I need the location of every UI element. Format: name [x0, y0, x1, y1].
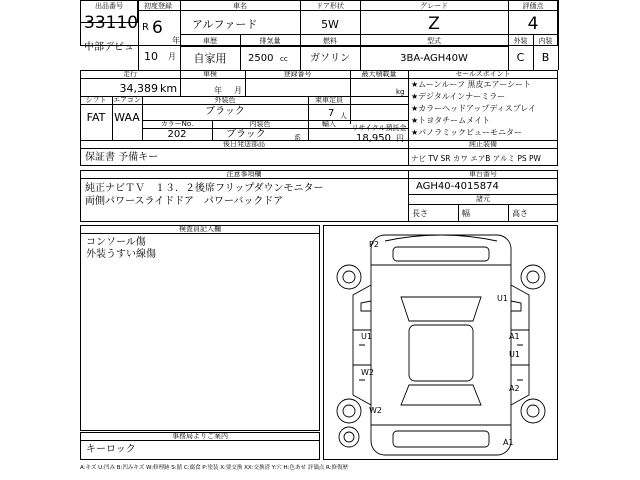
- month-unit: 月: [168, 52, 176, 61]
- exterior-color: ブラック: [205, 106, 245, 117]
- wheel-rear-right: [521, 399, 545, 423]
- damage-mark-u1-left: U1: [361, 332, 372, 341]
- car-outline: [371, 235, 511, 455]
- year-unit: 年: [172, 36, 180, 45]
- exterior-label: 外装: [513, 37, 528, 45]
- grade: Z: [428, 14, 440, 34]
- score: 4: [527, 14, 539, 34]
- height-label: 高さ: [512, 209, 528, 218]
- fuel-label: 燃料: [323, 37, 337, 45]
- interior-label: 内装: [538, 37, 553, 45]
- damage-mark-a1-rear: A1: [503, 438, 514, 447]
- damage-mark-p2: P2: [369, 240, 379, 249]
- grade-label: グレード: [420, 2, 448, 10]
- notes-line-1: 純正ナビＴＶ １３．２後席フリップダウンモニター: [85, 183, 324, 194]
- import-label: 輸入: [322, 120, 336, 128]
- equipment: ナビ TV SR カワ エアB アルミ PS PW: [411, 154, 541, 163]
- color-label: 外装色: [214, 96, 236, 104]
- windshield: [401, 297, 481, 321]
- damage-mark-u1-right: U1: [509, 350, 520, 359]
- office-label: 事務局よりご案内: [172, 432, 228, 440]
- mileage-label: 走行: [123, 70, 137, 78]
- chassis-label: 車台番号: [469, 170, 497, 178]
- damage-mark-w2-rear-left: W2: [369, 406, 382, 415]
- reg-no-label: 登録番号: [283, 70, 312, 78]
- exterior-grade: C: [516, 51, 525, 64]
- shift: FAT: [86, 111, 106, 124]
- lot-label: 出品番号: [95, 2, 123, 10]
- inspection-year-unit: 年: [214, 86, 222, 95]
- sales-label: セールスポイント: [455, 70, 511, 78]
- debut-text: 中部デビュ: [84, 42, 134, 53]
- first-reg-month: 10: [144, 50, 158, 63]
- wheel-rear-left: [337, 399, 361, 423]
- legend: A:キズ U:凹み B:凹みキズ W:修理跡 S:錆 C:腐食 P:塗装 X:要交換 XX:交換済 Y:穴 H:色あせ 評価点 R:修復歴: [80, 465, 348, 471]
- damage-mark-a2-right: A2: [509, 384, 520, 393]
- wheel-front-left: [337, 265, 361, 289]
- interior-color-suffix: 系: [294, 134, 301, 142]
- sales-points: [411, 79, 536, 139]
- interior-grade: B: [541, 51, 550, 64]
- displacement: 2500: [248, 53, 274, 64]
- yen-unit: 円: [396, 134, 404, 143]
- mileage: 34,389: [119, 82, 158, 95]
- wheel-front-right: [521, 265, 545, 289]
- sales-point: ★ムーンルーフ 黒皮エアーシート: [411, 80, 532, 89]
- seats: 7: [328, 108, 335, 119]
- lot-number: 33110: [84, 13, 139, 33]
- recycle-label: リサイクル預託金: [351, 124, 407, 132]
- interior-color: ブラック: [226, 129, 266, 140]
- trunk-outline: [393, 431, 489, 447]
- roof-outline: [409, 325, 473, 381]
- sales-point: ★トヨタチームメイト: [411, 116, 491, 125]
- car-name-label: 車名: [233, 2, 247, 10]
- inspection-label: 車検: [203, 70, 217, 78]
- usage-label: 車歴: [203, 37, 217, 45]
- equipment-label: 純正装備: [469, 140, 497, 148]
- office-note: キーロック: [86, 444, 136, 455]
- rear-glass: [401, 385, 481, 405]
- door-label: ドア形状: [316, 2, 344, 10]
- era-year: 6: [152, 18, 163, 38]
- model-label: 型式: [427, 37, 441, 45]
- sales-point: ★パノラミックビューモニター: [411, 128, 523, 137]
- chassis-number: AGH40-4015874: [416, 181, 499, 192]
- damage-mark-u1-front-right: U1: [497, 294, 508, 303]
- damage-mark-a1-right: A1: [509, 332, 520, 341]
- aircon: WAA: [114, 111, 140, 124]
- spare-tire: [339, 427, 359, 447]
- inspector-line-2: 外装うすい線傷: [86, 249, 156, 260]
- sales-point: ★カラーヘッドアップディスプレイ: [411, 104, 537, 113]
- hood-outline: [393, 247, 489, 261]
- km-unit: km: [160, 82, 178, 95]
- score-label: 評価点: [522, 2, 544, 10]
- cc-unit: cc: [280, 55, 288, 63]
- shift-label: シフト: [85, 96, 107, 104]
- color-no: 202: [167, 129, 187, 140]
- interior-color-label: 内装色: [249, 120, 271, 128]
- modification-label: 諸元: [476, 195, 490, 203]
- displacement-label: 排気量: [259, 37, 281, 45]
- color-no-label: カラーNo.: [160, 120, 194, 128]
- era: R: [142, 22, 149, 33]
- recycle-fee: 18,950: [356, 133, 391, 144]
- fuel: ガソリン: [310, 53, 350, 64]
- seats-label: 乗車定員: [315, 96, 343, 104]
- width-label: 幅: [462, 209, 470, 218]
- first-reg-label: 初度登録: [144, 2, 172, 10]
- inspector-label: 検査員記入欄: [179, 225, 221, 233]
- door-type: 5W: [321, 18, 339, 31]
- car-name: アルファード: [192, 18, 258, 31]
- model-code: 3BA-AGH40W: [400, 53, 468, 64]
- notes-label: 注意事項欄: [226, 170, 262, 178]
- sales-point: ★デジタルインナーミラー: [411, 92, 506, 101]
- car-diagram: [323, 225, 558, 460]
- aircon-label: エアコン: [113, 96, 141, 104]
- kg-unit: kg: [396, 88, 405, 96]
- damage-mark-w2-left: W2: [361, 368, 374, 377]
- inspector-line-1: コンソール傷: [86, 237, 146, 248]
- seats-unit: 人: [340, 112, 347, 120]
- later-docs: 保証書 予備キー: [85, 152, 159, 163]
- length-label: 長さ: [412, 209, 428, 218]
- notes-line-2: 両側パワースライドドア パワーバックドア: [85, 196, 284, 207]
- later-docs-label: 後日発送部品: [223, 140, 265, 148]
- capacity-label: 最大積載量: [361, 70, 397, 78]
- usage: 自家用: [193, 52, 227, 65]
- inspection-month-unit: 月: [234, 86, 242, 95]
